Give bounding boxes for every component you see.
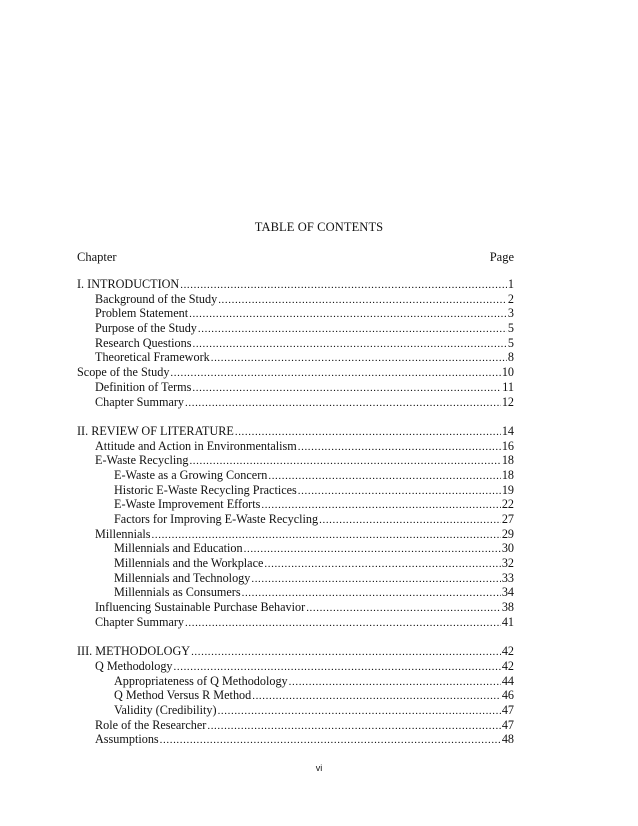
toc-entry-page: 5	[507, 335, 514, 350]
toc-entry-page: 19	[501, 482, 514, 497]
toc-entry-label: I. INTRODUCTION	[77, 277, 180, 291]
toc-entry-page: 22	[501, 497, 514, 512]
toc-entry[interactable]	[77, 571, 514, 586]
toc-entry-page: 42	[501, 658, 514, 673]
toc-entry[interactable]	[77, 585, 514, 600]
toc-entry-page: 42	[501, 644, 514, 659]
toc-dot-leader	[235, 425, 501, 440]
toc-entry-page: 5	[507, 321, 514, 336]
toc-entry-page: 32	[501, 556, 514, 571]
toc-entry[interactable]	[77, 321, 514, 336]
toc-dot-leader	[261, 498, 500, 513]
toc-entry[interactable]	[77, 615, 514, 630]
toc-entry[interactable]	[77, 292, 514, 307]
toc-entry[interactable]	[77, 703, 514, 718]
toc-dot-leader	[211, 351, 507, 366]
toc-entry-label: Research Questions	[95, 335, 192, 350]
toc-entry-page: 46	[501, 688, 514, 703]
toc-entry[interactable]	[77, 732, 514, 747]
toc-entry-label: III. METHODOLOGY	[77, 644, 191, 659]
toc-entry[interactable]	[77, 688, 514, 703]
toc-entry-label: Millennials	[95, 526, 151, 541]
toc-entry[interactable]	[77, 395, 514, 410]
toc-entry[interactable]	[77, 277, 514, 292]
toc-entry-page: 10	[501, 365, 514, 380]
toc-dot-leader	[306, 601, 501, 616]
toc-entry-label: Validity (Credibility)	[114, 702, 217, 717]
toc-entry-label: Q Methodology	[95, 658, 173, 673]
toc-title: TABLE OF CONTENTS	[254, 220, 384, 234]
toc-entry-label: Chapter Summary	[95, 394, 185, 409]
toc-entry-label: Appropriateness of Q Methodology	[114, 673, 288, 688]
toc-entry[interactable]	[77, 600, 514, 615]
toc-entry-label: Millennials and the Workplace	[114, 556, 264, 571]
toc-dot-leader	[218, 293, 507, 308]
toc-entry[interactable]	[77, 380, 514, 395]
toc-entry-page: 34	[501, 585, 514, 600]
toc-entry-page: 27	[501, 512, 514, 526]
toc-entry-label: Millennials as Consumers	[114, 585, 241, 600]
toc-dot-leader	[170, 366, 500, 381]
toc-entry-label: Assumptions	[95, 732, 159, 747]
toc-dot-leader	[185, 616, 501, 631]
toc-entry-label: Millennials and Technology	[114, 570, 251, 585]
toc-entry-page: 2	[507, 291, 514, 306]
toc-entry-page: 30	[501, 541, 514, 556]
toc-dot-leader	[191, 645, 501, 660]
toc-entry[interactable]	[77, 718, 514, 733]
toc-entry[interactable]	[77, 439, 514, 454]
toc-entry-label: Purpose of the Study	[95, 321, 197, 336]
toc-dot-leader	[185, 396, 501, 411]
toc-entry[interactable]	[77, 644, 514, 659]
toc-entry-label: E-Waste Improvement Efforts	[114, 497, 261, 512]
toc-entry[interactable]	[77, 512, 514, 527]
toc-entry-page: 48	[501, 732, 514, 747]
toc-entry-page: 18	[501, 453, 514, 468]
toc-entry[interactable]	[77, 468, 514, 483]
toc-dot-leader	[192, 381, 501, 396]
toc-section-gap	[77, 409, 514, 424]
toc-entry-label: E-Waste Recycling	[95, 453, 189, 468]
toc-entry-label: Chapter Summary	[95, 614, 185, 629]
toc-entry-label: Factors for Improving E-Waste Recycling	[114, 512, 319, 526]
toc-dot-leader	[242, 586, 501, 601]
toc-dot-leader	[298, 484, 501, 499]
toc-entry-page: 11	[502, 379, 514, 394]
toc-entry-label: Role of the Researcher	[95, 717, 207, 732]
toc-entry[interactable]	[77, 453, 514, 468]
page-number: vi	[315, 763, 323, 773]
toc-dot-leader	[174, 660, 501, 675]
toc-dot-leader	[268, 469, 500, 484]
toc-entry[interactable]	[77, 350, 514, 365]
toc-section-gap	[77, 630, 514, 645]
toc-dot-leader	[198, 322, 507, 337]
toc-entry-label: Background of the Study	[95, 291, 218, 306]
toc-entry[interactable]	[77, 306, 514, 321]
toc-entry[interactable]	[77, 556, 514, 571]
toc-entry[interactable]	[77, 336, 514, 351]
toc-entry[interactable]	[77, 541, 514, 556]
toc-dot-leader	[180, 278, 507, 293]
toc-entry-page: 33	[501, 570, 514, 585]
toc-entry[interactable]	[77, 424, 514, 439]
toc-entry-page: 3	[507, 306, 514, 321]
toc-dot-leader	[189, 307, 507, 322]
toc-entry[interactable]	[77, 483, 514, 498]
toc-dot-leader	[218, 704, 501, 719]
toc-entry[interactable]	[77, 527, 514, 542]
toc-entry-label: Millennials and Education	[114, 541, 243, 556]
toc-dot-leader	[252, 689, 501, 704]
toc-dot-leader	[298, 440, 501, 455]
toc-dot-leader	[251, 572, 500, 587]
toc-entry-page: 44	[501, 673, 514, 688]
toc-entry-page: 47	[501, 717, 514, 732]
toc-entry[interactable]	[77, 674, 514, 689]
toc-entry-page: 1	[507, 277, 514, 291]
toc-dot-leader	[244, 542, 501, 557]
toc-dot-leader	[289, 675, 501, 690]
toc-entry-page: 41	[501, 614, 514, 629]
toc-dot-leader	[264, 557, 500, 572]
toc-entry[interactable]	[77, 365, 514, 380]
toc-entry-page: 8	[507, 350, 514, 365]
toc-entry-label: Problem Statement	[95, 306, 189, 321]
chapter-column-heading: Chapter	[77, 250, 117, 264]
toc-entry-label: Definition of Terms	[95, 379, 192, 394]
toc-entry-label: Attitude and Action in Environmentalism	[95, 438, 297, 453]
toc-list	[77, 277, 514, 747]
toc-entry-label: II. REVIEW OF LITERATURE	[77, 423, 234, 438]
toc-entry-label: E-Waste as a Growing Concern	[114, 467, 268, 482]
toc-entry-label: Historic E-Waste Recycling Practices	[114, 482, 297, 497]
toc-entry[interactable]	[77, 497, 514, 512]
toc-entry-label: Theoretical Framework	[95, 350, 210, 365]
toc-dot-leader	[207, 719, 500, 734]
toc-entry-page: 29	[501, 526, 514, 541]
toc-header-row	[77, 250, 514, 265]
toc-entry-label: Influencing Sustainable Purchase Behavior	[95, 600, 306, 615]
toc-dot-leader	[152, 528, 501, 543]
toc-entry[interactable]	[77, 659, 514, 674]
toc-dot-leader	[160, 733, 501, 748]
toc-entry-page: 16	[501, 438, 514, 453]
toc-entry-page: 18	[501, 467, 514, 482]
toc-entry-label: Q Method Versus R Method	[114, 688, 252, 703]
toc-entry-page: 47	[501, 702, 514, 717]
toc-dot-leader	[189, 454, 500, 469]
page-column-heading: Page	[489, 250, 514, 264]
toc-entry-page: 14	[501, 423, 514, 438]
toc-entry-page: 38	[501, 600, 514, 615]
toc-entry-label: Scope of the Study	[77, 365, 170, 380]
toc-dot-leader	[192, 337, 506, 352]
toc-dot-leader	[319, 513, 501, 528]
toc-entry-page: 12	[501, 394, 514, 409]
